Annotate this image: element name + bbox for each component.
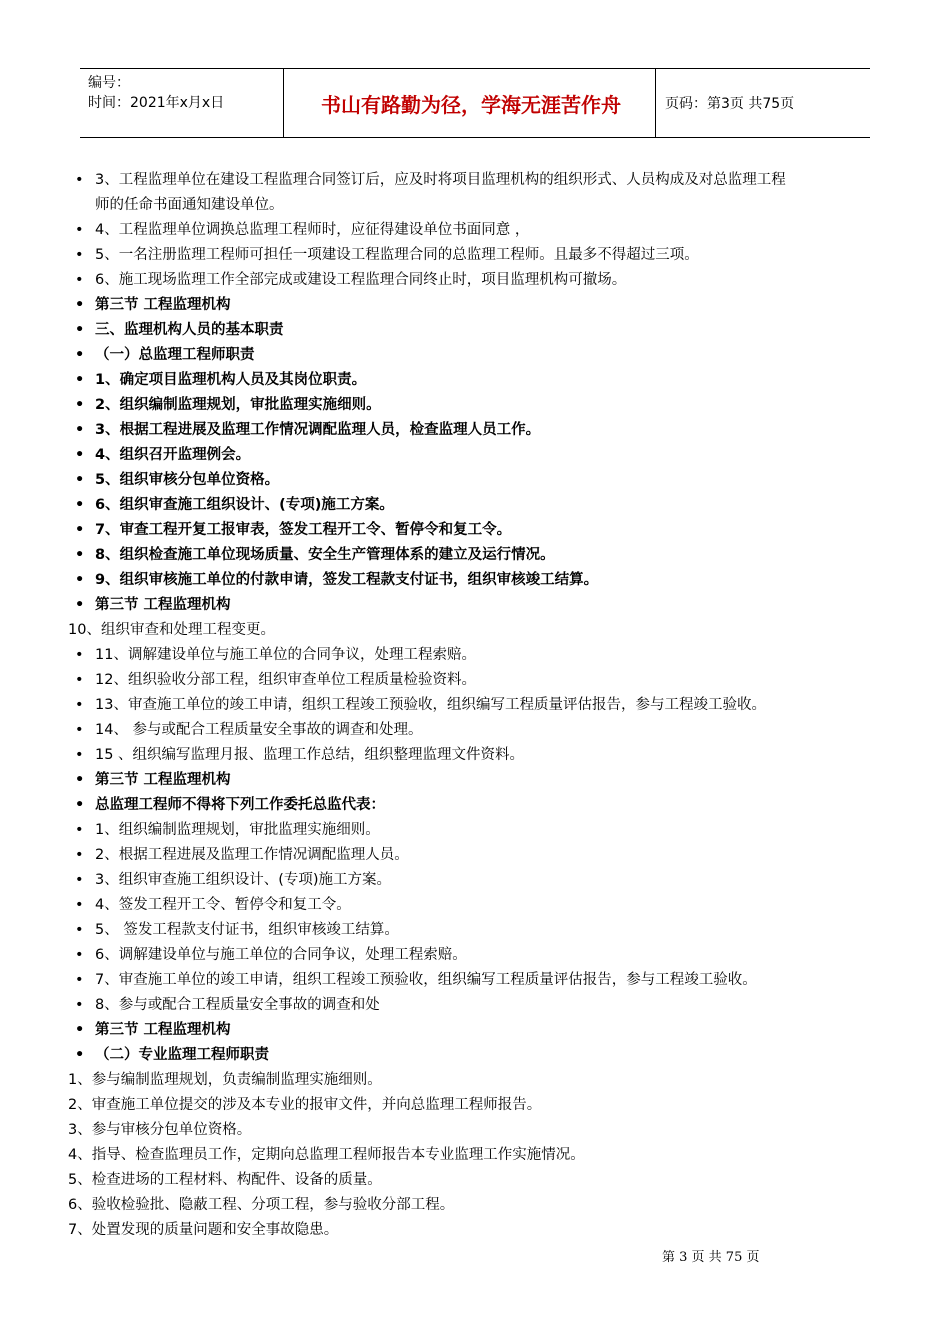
bullet-icon: • xyxy=(75,1022,85,1038)
bullet-item xyxy=(68,518,913,543)
line-text: 12、组织验收分部工程，组织审查单位工程质量检验资料。 xyxy=(95,672,476,688)
bullet-icon: • xyxy=(75,297,85,313)
line-text: 9、组织审核施工单位的付款申请，签发工程款支付证书，组织审核竣工结算。 xyxy=(95,572,599,588)
bullet-item xyxy=(68,593,913,618)
bullet-icon: • xyxy=(75,347,85,363)
line-text: 2、根据工程进展及监理工作情况调配监理人员。 xyxy=(95,847,409,863)
bullet-icon: • xyxy=(75,172,84,188)
text-line xyxy=(68,1168,913,1193)
line-text: 1、确定项目监理机构人员及其岗位职责。 xyxy=(95,372,367,388)
bullet-icon: • xyxy=(75,522,85,538)
line-text: 15 、组织编写监理月报、监理工作总结，组织整理监理文件资料。 xyxy=(95,747,525,763)
bullet-item xyxy=(68,943,913,968)
line-text: 6、调解建设单位与施工单位的合同争议，处理工程索赔。 xyxy=(95,947,467,963)
bullet-item xyxy=(68,718,913,743)
line-text: 5、 签发工程款支付证书，组织审核竣工结算。 xyxy=(95,922,399,938)
line-text: 3、根据工程进展及监理工作情况调配监理人员，检查监理人员工作。 xyxy=(95,422,541,438)
bullet-item xyxy=(68,568,913,593)
bullet-item xyxy=(68,243,913,268)
bullet-icon: • xyxy=(75,772,85,788)
bullet-icon: • xyxy=(75,847,84,863)
line-text: （二）专业监理工程师职责 xyxy=(95,1047,269,1063)
bullet-item xyxy=(68,318,913,343)
bullet-item xyxy=(68,168,913,193)
line-text: 3、组织审查施工组织设计、(专项)施工方案。 xyxy=(95,872,392,888)
bullet-item xyxy=(68,768,913,793)
line-text: 8、组织检查施工单位现场质量、安全生产管理体系的建立及运行情况。 xyxy=(95,547,555,563)
line-text: 师的任命书面通知建设单位。 xyxy=(95,197,284,213)
bullet-icon: • xyxy=(75,947,84,963)
bullet-item xyxy=(68,743,913,768)
line-text: 5、组织审核分包单位资格。 xyxy=(95,472,280,488)
line-text: 11、调解建设单位与施工单位的合同争议，处理工程索赔。 xyxy=(95,647,476,663)
bullet-icon: • xyxy=(75,872,84,888)
line-text: 10、组织审查和处理工程变更。 xyxy=(68,622,275,638)
line-text: 1、参与编制监理规划，负责编制监理实施细则。 xyxy=(68,1072,382,1088)
bullet-icon: • xyxy=(75,372,85,388)
text-line xyxy=(68,1193,913,1218)
header-motto: 书山有路勤为径，学海无涯苦作舟 xyxy=(321,92,621,117)
document-header xyxy=(80,68,870,138)
line-text: 第三节 工程监理机构 xyxy=(95,1022,231,1038)
bullet-item xyxy=(68,793,913,818)
bullet-item xyxy=(68,1018,913,1043)
text-line xyxy=(68,193,913,218)
header-page-info: 页码：第3页 共75页 xyxy=(665,96,795,112)
line-text: （一）总监理工程师职责 xyxy=(95,347,255,363)
line-text: 3、工程监理单位在建设工程监理合同签订后，应及时将项目监理机构的组织形式、人员构成及对总监理工程 xyxy=(95,172,786,188)
line-text: 4、签发工程开工令、暂停令和复工令。 xyxy=(95,897,351,913)
bullet-icon: • xyxy=(75,497,85,513)
line-text: 5、检查进场的工程材料、构配件、设备的质量。 xyxy=(68,1172,382,1188)
bullet-icon: • xyxy=(75,747,84,763)
bullet-item xyxy=(68,343,913,368)
line-text: 5、一名注册监理工程师可担任一项建设工程监理合同的总监理工程师。且最多不得超过三项。 xyxy=(95,247,699,263)
bullet-icon: • xyxy=(75,222,84,238)
bullet-item xyxy=(68,468,913,493)
bullet-item xyxy=(68,268,913,293)
line-text: 6、施工现场监理工作全部完成或建设工程监理合同终止时，项目监理机构可撤场。 xyxy=(95,272,627,288)
line-text: 13、审查施工单位的竣工申请，组织工程竣工预验收，组织编写工程质量评估报告，参与工程竣工验收。 xyxy=(95,697,766,713)
bullet-item xyxy=(68,393,913,418)
bullet-icon: • xyxy=(75,422,85,438)
bullet-icon: • xyxy=(75,447,85,463)
bullet-item xyxy=(68,493,913,518)
text-line xyxy=(68,1143,913,1168)
line-text: 14、 参与或配合工程质量安全事故的调查和处理。 xyxy=(95,722,423,738)
bullet-icon: • xyxy=(75,672,84,688)
bullet-item xyxy=(68,443,913,468)
bullet-item xyxy=(68,418,913,443)
bullet-item xyxy=(68,843,913,868)
bullet-item xyxy=(68,293,913,318)
line-text: 6、验收检验批、隐蔽工程、分项工程，参与验收分部工程。 xyxy=(68,1197,455,1213)
bullet-icon: • xyxy=(75,597,85,613)
bullet-icon: • xyxy=(75,697,84,713)
bullet-icon: • xyxy=(75,797,85,813)
bullet-item xyxy=(68,818,913,843)
bullet-item xyxy=(68,968,913,993)
line-text: 7、处置发现的质量问题和安全事故隐患。 xyxy=(68,1222,339,1238)
line-text: 2、组织编制监理规划，审批监理实施细则。 xyxy=(95,397,381,413)
line-text: 2、审查施工单位提交的涉及本专业的报审文件，并向总监理工程师报告。 xyxy=(68,1097,542,1113)
line-text: 三、监理机构人员的基本职责 xyxy=(95,322,284,338)
line-text: 1、组织编制监理规划，审批监理实施细则。 xyxy=(95,822,380,838)
bullet-item xyxy=(68,868,913,893)
bullet-icon: • xyxy=(75,547,85,563)
line-text: 第三节 工程监理机构 xyxy=(95,772,231,788)
bullet-icon: • xyxy=(75,272,84,288)
bullet-item xyxy=(68,893,913,918)
number-label: 编号： xyxy=(88,75,130,91)
bullet-item xyxy=(68,918,913,943)
bullet-icon: • xyxy=(75,572,85,588)
text-line xyxy=(68,1218,913,1243)
header-divider xyxy=(283,69,284,137)
text-line xyxy=(68,1118,913,1143)
bullet-icon: • xyxy=(75,322,85,338)
line-text: 4、组织召开监理例会。 xyxy=(95,447,251,463)
bullet-icon: • xyxy=(75,397,85,413)
header-divider xyxy=(655,69,656,137)
bullet-icon: • xyxy=(75,922,84,938)
bullet-icon: • xyxy=(75,722,84,738)
line-text: 3、参与审核分包单位资格。 xyxy=(68,1122,252,1138)
bullet-icon: • xyxy=(75,997,84,1013)
bullet-icon: • xyxy=(75,1047,85,1063)
bullet-icon: • xyxy=(75,897,84,913)
document-body xyxy=(68,168,913,1243)
bullet-item xyxy=(68,693,913,718)
bullet-item xyxy=(68,993,913,1018)
page-footer: 第 3 页 共 75 页 xyxy=(662,1250,760,1265)
header-meta xyxy=(88,73,224,113)
bullet-icon: • xyxy=(75,472,85,488)
bullet-item xyxy=(68,643,913,668)
text-line xyxy=(68,618,913,643)
bullet-item xyxy=(68,218,913,243)
bullet-item xyxy=(68,543,913,568)
bullet-icon: • xyxy=(75,822,84,838)
bullet-item xyxy=(68,668,913,693)
line-text: 第三节 工程监理机构 xyxy=(95,597,231,613)
text-line xyxy=(68,1093,913,1118)
line-text: 8、参与或配合工程质量安全事故的调查和处 xyxy=(95,997,380,1013)
bullet-item xyxy=(68,1043,913,1068)
line-text: 4、工程监理单位调换总监理工程师时，应征得建设单位书面同意 ， xyxy=(95,222,530,238)
text-line xyxy=(68,1068,913,1093)
line-text: 第三节 工程监理机构 xyxy=(95,297,231,313)
line-text: 7、审查工程开复工报审表，签发工程开工令、暂停令和复工令。 xyxy=(95,522,512,538)
bullet-icon: • xyxy=(75,972,84,988)
bullet-icon: • xyxy=(75,647,84,663)
line-text: 4、指导、检查监理员工作，定期向总监理工程师报告本专业监理工作实施情况。 xyxy=(68,1147,585,1163)
bullet-icon: • xyxy=(75,247,84,263)
line-text: 7、审查施工单位的竣工申请，组织工程竣工预验收，组织编写工程质量评估报告，参与工程竣工验收。 xyxy=(95,972,757,988)
line-text: 6、组织审查施工组织设计、(专项)施工方案。 xyxy=(95,497,394,513)
time-label: 时间：2021年x月x日 xyxy=(88,95,225,111)
line-text: 总监理工程师不得将下列工作委托总监代表： xyxy=(95,797,385,813)
bullet-item xyxy=(68,368,913,393)
